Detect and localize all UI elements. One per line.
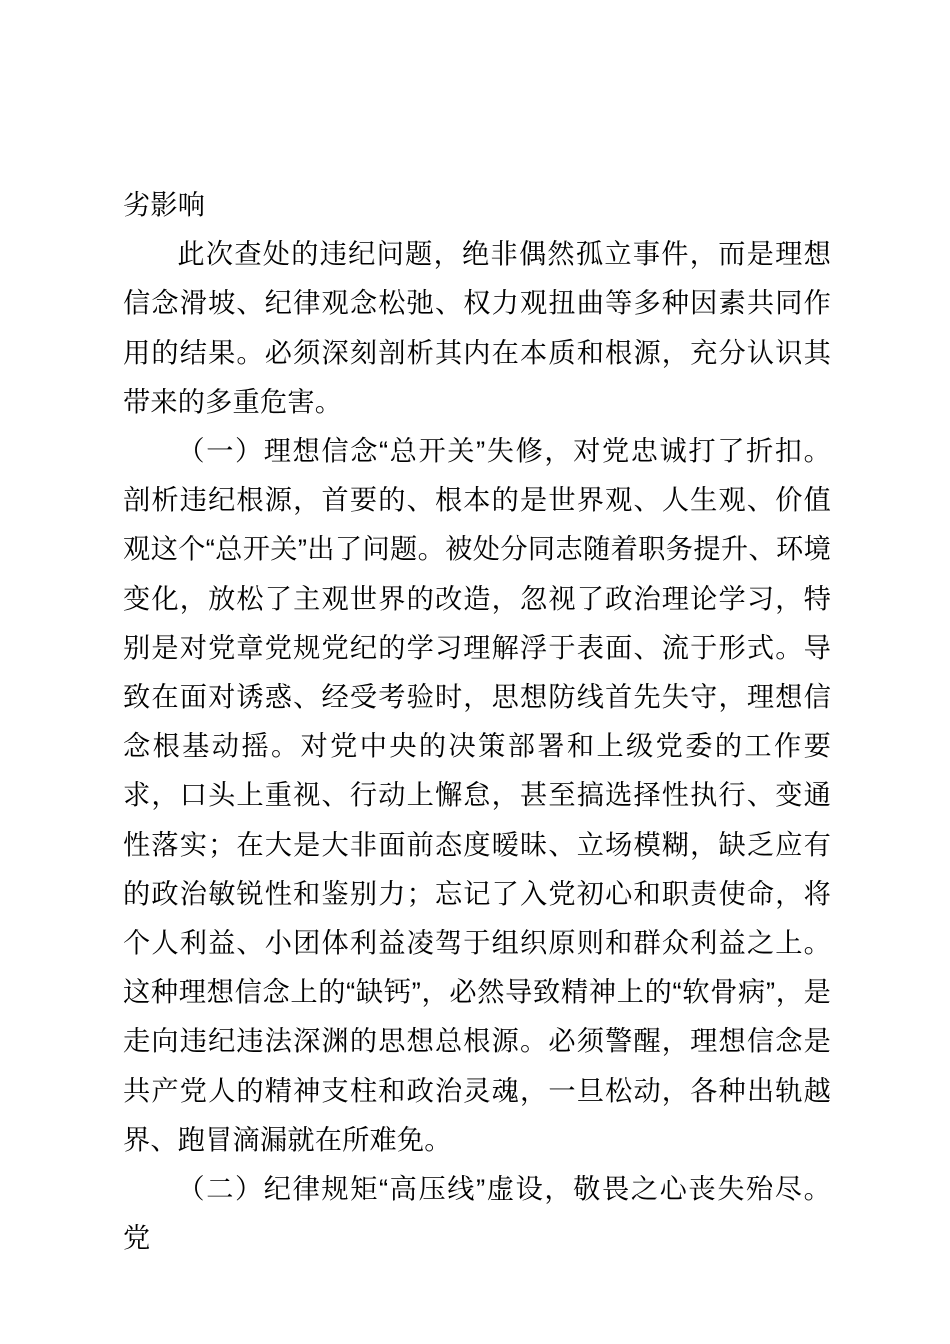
document-body xyxy=(123,180,831,1262)
paragraph-continuation: 劣影响 xyxy=(123,189,206,220)
paragraph-intro: 此次查处的违纪问题，绝非偶然孤立事件，而是理想信念滑坡、纪律观念松弛、权力观扭曲等多种因素共同作用的结果。必须深刻剖析其内在本质和根源，充分认识其带来的多重危害。 xyxy=(123,238,831,417)
paragraph-section-two: （二）纪律规矩“高压线”虚设，敬畏之心丧失殆尽。 党 xyxy=(123,1173,831,1254)
paragraph-section-one: （一）理想信念“总开关”失修，对党忠诚打了折扣。 剖析违纪根源，首要的、根本的是世界观、人生观、价值观这个“总开关”出了问题。被处分同志随着职务提升、环境变化，放松了主观世界的改造，忽视了政治理论学习，特别是对党章党规党纪的学习理解浮于表面、流于形式。导致在面对诱惑、经受考验时，思想防线首先失守，理想信念根基动摇。对党中央的决策部署和上级党委的工作要求，口头上重视、行动上懈怠，甚至搞选择性执行、变通性落实；在大是大非面前态度暧昧、立场模糊，缺乏应有的政治敏锐性和鉴别力；忘记了入党初心和职责使命，将个人利益、小团体利益凌驾于组织原则和群众利益之上。这种理想信念上的“缺钙”，必然导致精神上的“软骨病”，是走向违纪违法深渊的思想总根源。必须警醒，理想信念是共产党人的精神支柱和政治灵魂，一旦松动，各种出轨越界、跑冒滴漏就在所难免。 xyxy=(123,435,831,1155)
